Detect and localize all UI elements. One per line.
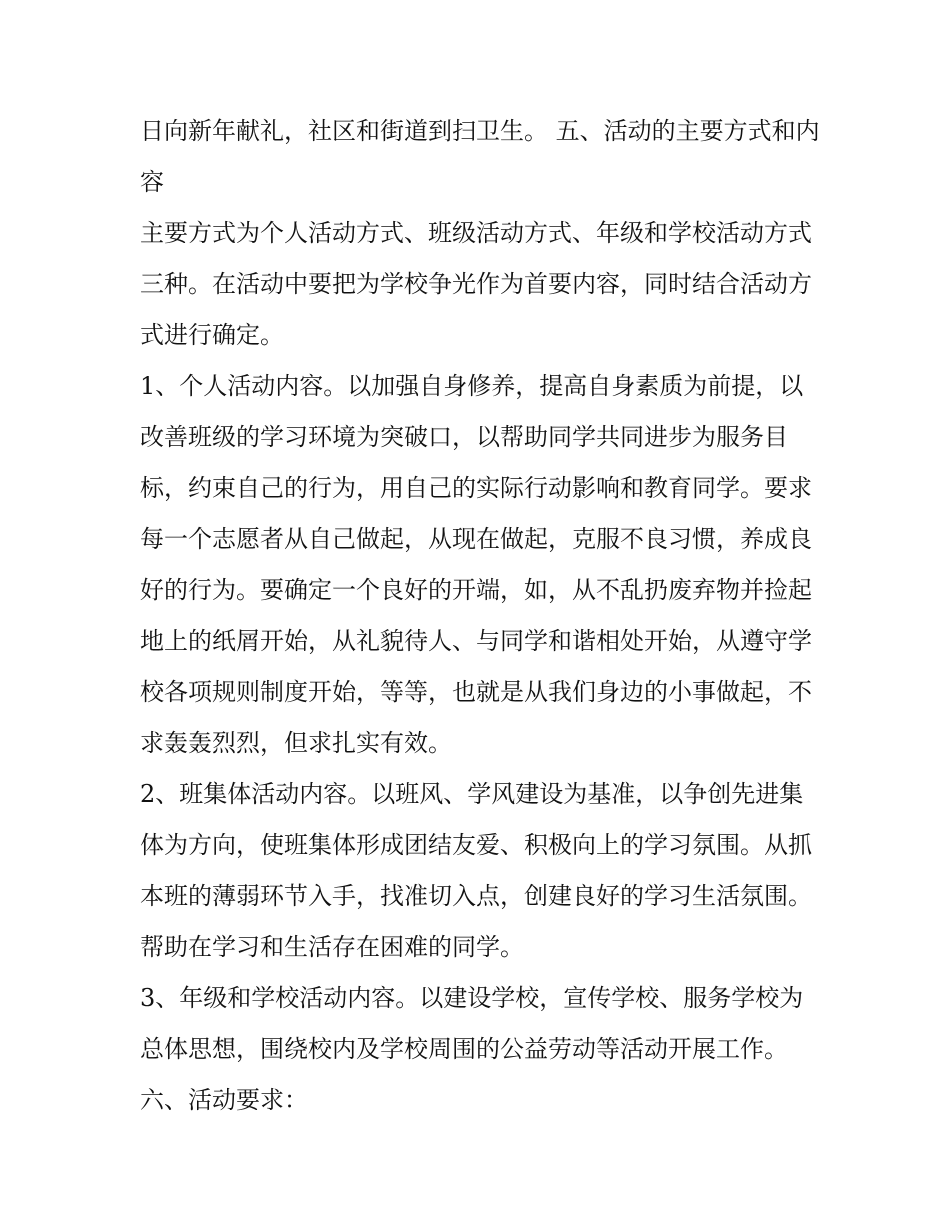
paragraph-school-activities: 3、年级和学校活动内容。以建设学校，宣传学校、服务学校为总体思想，围绕校内及学校周围的公益劳动等活动开展工作。 六、活动要求：	[140, 984, 804, 1114]
paragraph-class-activities: 2、班集体活动内容。以班风、学风建设为基准，以争创先进集体为方向，使班集体形成团结友爱、积极向上的学习氛围。从抓本班的薄弱环节入手，找准切入点，创建良好的学习生活氛围。帮助在学习和生活存在困难的同学。	[140, 780, 812, 961]
paragraph-individual-activities: 1、个人活动内容。以加强自身修养，提高自身素质为前提，以改善班级的学习环境为突破口，以帮助同学共同进步为服务目标，约束自己的行为，用自己的实际行动影响和教育同学。要求每一个志愿者从自己做起，从现在做起，克服不良习惯，养成良好的行为。要确定一个良好的开端，如，从不乱扔废弃物并捡起地上的纸屑开始，从礼貌待人、与同学和谐相处开始，从遵守学校各项规则制度开始，等等，也就是从我们身边的小事做起，不求轰轰烈烈，但求扎实有效。	[140, 372, 812, 757]
paragraph-main-methods: 主要方式为个人活动方式、班级活动方式、年级和学校活动方式三种。在活动中要把为学校争光作为首要内容，同时结合活动方式进行确定。	[140, 219, 812, 349]
document-body	[140, 106, 820, 1126]
paragraph-section-five-heading: 日向新年献礼，社区和街道到扫卫生。 五、活动的主要方式和内容	[140, 117, 820, 196]
